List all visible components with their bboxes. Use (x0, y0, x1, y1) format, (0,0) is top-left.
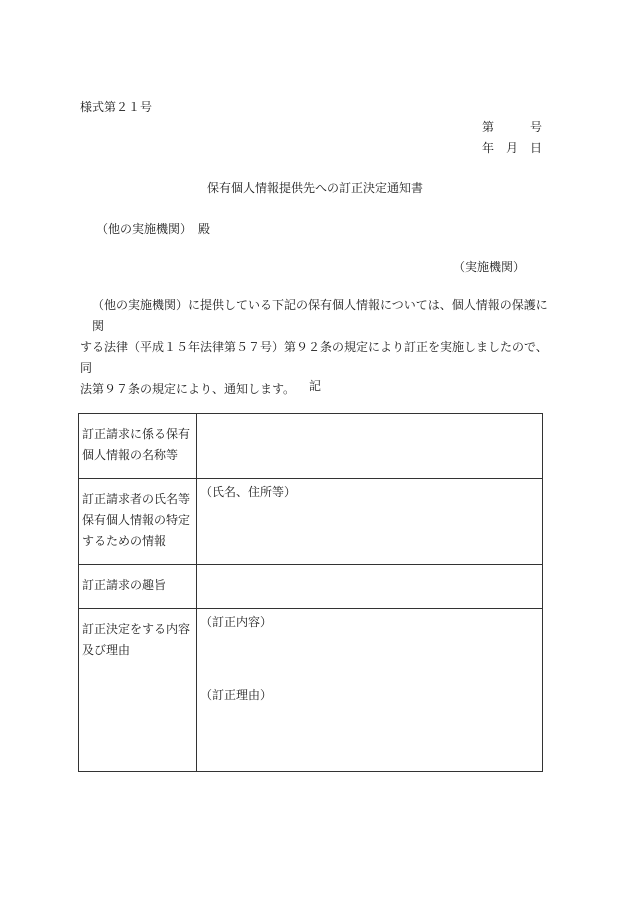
row-label-request-info: 訂正請求に係る保有個人情報の名称等 (79, 414, 197, 479)
body-line: 法第９７条の規定により、通知します。 (80, 382, 296, 396)
addressee: （他の実施機関） 殿 (96, 222, 211, 236)
document-title: 保有個人情報提供先への訂正決定通知書 (206, 181, 423, 195)
body-line: する法律（平成１５年法律第５７号）第９２条の規定により訂正を実施しましたので、同 (80, 340, 548, 375)
row-value-requester-info (197, 479, 543, 565)
row-label-requester-info: 訂正請求者の氏名等保有個人情報の特定するための情報 (79, 479, 197, 565)
form-number: 様式第２１号 (80, 100, 153, 114)
row-value-decision (197, 609, 543, 772)
correction-content-note: （訂正内容） (200, 615, 273, 629)
ki-heading: 記 (308, 379, 321, 393)
document-date: 年 月 日 (482, 141, 543, 155)
record-table (78, 413, 543, 772)
table-row (79, 414, 543, 479)
row-label-decision: 訂正決定をする内容及び理由 (79, 609, 197, 772)
requester-info-note: （氏名、住所等） (200, 485, 297, 499)
row-label-purpose: 訂正請求の趣旨 (79, 565, 197, 609)
table-row (79, 479, 543, 565)
body-line: （他の実施機関）に提供している下記の保有個人情報については、個人情報の保護に関 (92, 298, 548, 333)
table-row (79, 565, 543, 609)
document-number: 第 号 (482, 120, 543, 134)
row-value-request-info (197, 414, 543, 479)
row-value-purpose (197, 565, 543, 609)
sender: （実施機関） (453, 260, 526, 274)
correction-reason-note: （訂正理由） (200, 688, 273, 702)
table-row (79, 609, 543, 772)
